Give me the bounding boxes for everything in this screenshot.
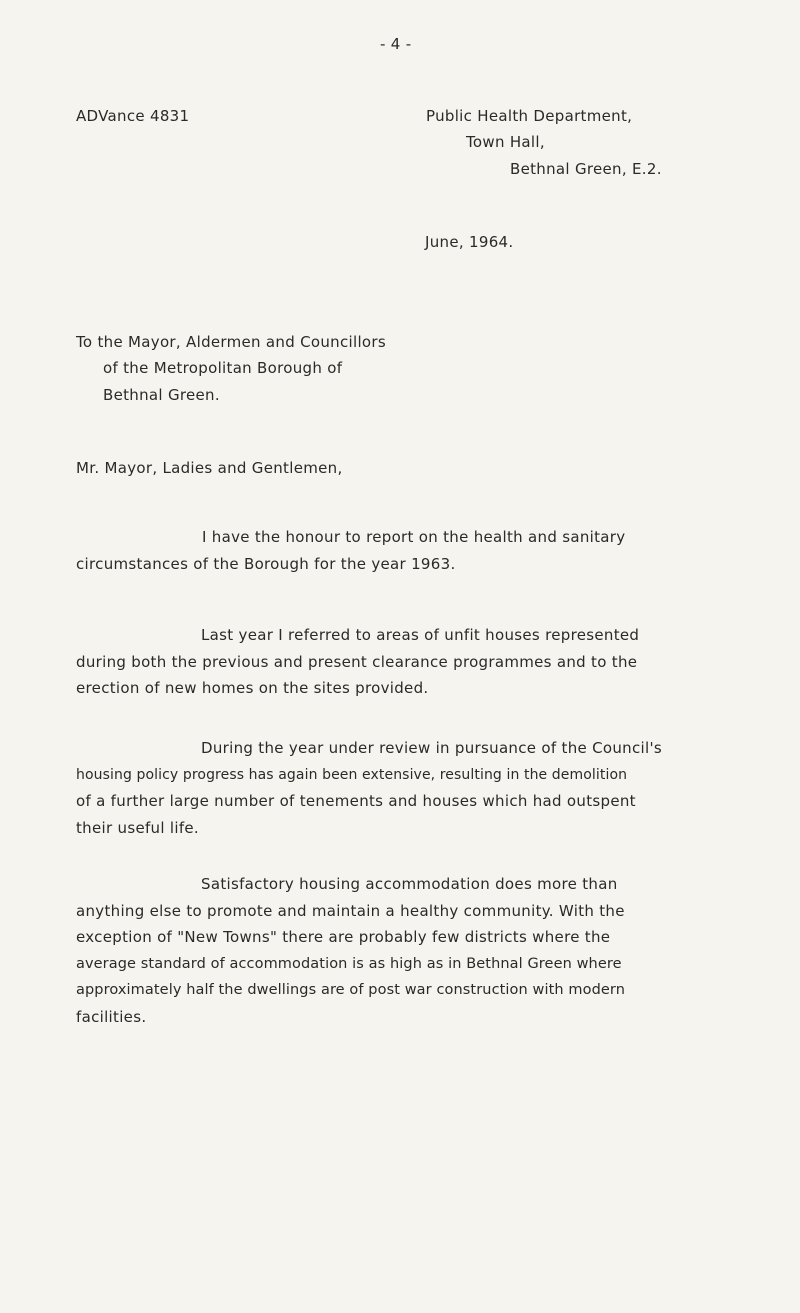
paragraph-line: I have the honour to report on the health and sanitary	[202, 528, 626, 546]
paragraph-4	[76, 871, 625, 1030]
paragraph-line: housing policy progress has again been extensive, resulting in the demolition	[76, 766, 628, 783]
paragraph-line: their useful life.	[76, 818, 200, 837]
paragraph-line: During the year under review in pursuance of the Council's	[201, 739, 662, 757]
address-district: Bethnal Green, E.2.	[510, 160, 662, 178]
telephone-number: ADVance 4831	[76, 107, 190, 125]
paragraph-line: of a further large number of tenements and houses which had outspent	[76, 792, 636, 810]
paragraph-2	[76, 622, 639, 702]
page-number: - 4 -	[380, 35, 412, 53]
paragraph-line: Satisfactory housing accommodation does more than	[201, 875, 618, 893]
paragraph-line: approximately half the dwellings are of post war construction with modern	[76, 982, 626, 998]
address-building: Town Hall,	[466, 133, 545, 151]
paragraph-line: anything else to promote and maintain a healthy community. With the	[76, 901, 625, 920]
paragraph-line: average standard of accommodation is as high as in Bethnal Green where	[76, 955, 622, 972]
addressee-line: To the Mayor, Aldermen and Councillors	[76, 333, 386, 351]
addressee-line: Bethnal Green.	[103, 386, 220, 404]
paragraph-line: during both the previous and present clearance programmes and to the	[76, 652, 638, 671]
salutation: Mr. Mayor, Ladies and Gentlemen,	[76, 459, 343, 477]
letter-date: June, 1964.	[425, 233, 514, 251]
address-department: Public Health Department,	[426, 107, 633, 125]
addressee-line: of the Metropolitan Borough of	[103, 359, 343, 377]
paragraph-line: erection of new homes on the sites provided.	[76, 679, 429, 697]
paragraph-1	[76, 524, 625, 577]
paragraph-3	[76, 735, 662, 841]
paragraph-line: circumstances of the Borough for the year 1963.	[76, 554, 456, 573]
paragraph-line: facilities.	[76, 1007, 147, 1026]
paragraph-line: exception of "New Towns" there are probably few districts where the	[76, 928, 611, 946]
paragraph-line: Last year I referred to areas of unfit houses represented	[201, 626, 640, 644]
